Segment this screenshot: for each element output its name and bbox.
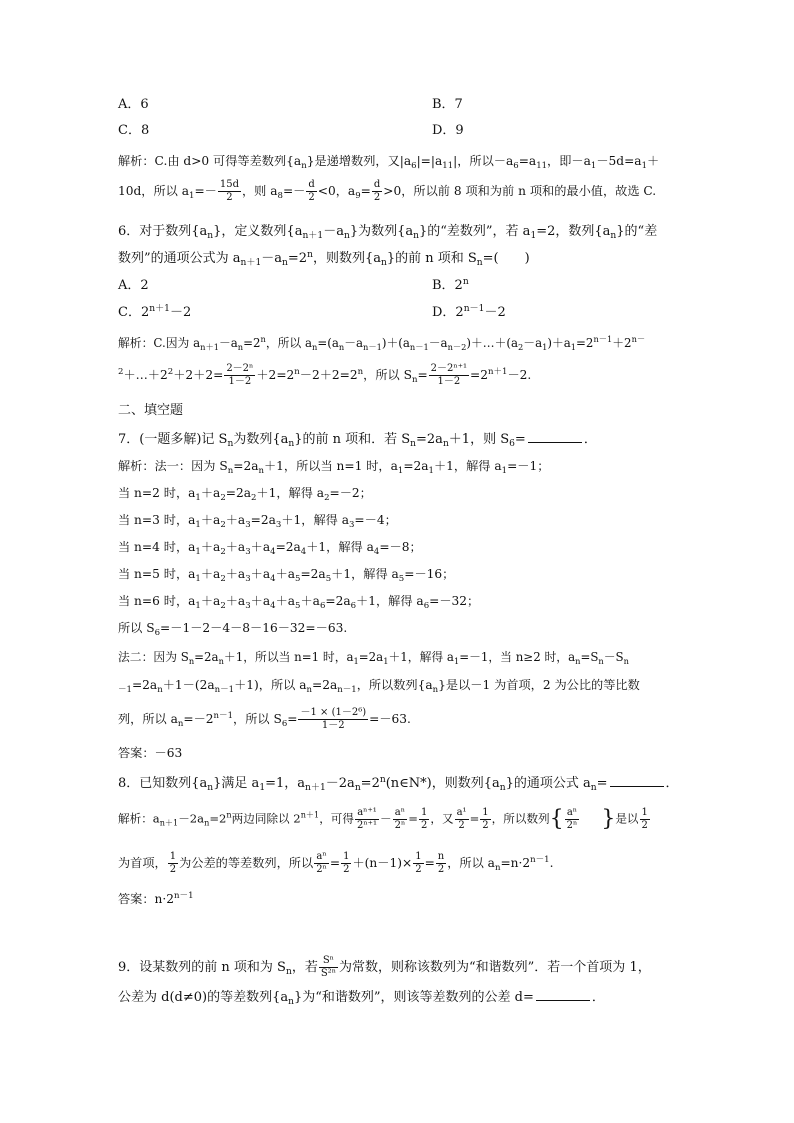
q8-solution-line2: 为首项， $\frac{1}{2}$ 为公差的等差数列，所以 $\frac{\text{aⁿ}}{\text{2ⁿ}}$ = $\frac{1}{2}$ ＋(n－1)× $\frac{1}{2}$ = $\frac{n}{2}$ ，所以 $a_n=n\cdot 2^{n-1}$.: [118, 851, 554, 875]
q7-method2-line2: $_{-1}=2a_n+1-(2a_{n-1}+1)$，所以 $a_n=2a_{n-1}$，所以数列$\{a_n\}$是以－1 为首项，2 为公比的等比数: [118, 678, 640, 695]
q6-stem-line1: 6．对于数列$\{a_n\}$，定义数列$\{a_{n+1}-a_n\}$为数列$\{a_n\}$的“差数列”，若 $a_1=2$，数列$\{a_n\}$的“差: [118, 224, 658, 241]
q7-case-n4: 当 n=4 时，$a_1+a_2+a_3+a_4=2a_4+1$，解得 $a_4=-8$；: [118, 540, 422, 557]
fraction: $\frac{1}{2}$: [482, 807, 489, 831]
fraction: $\frac{\text{aⁿ}}{\text{2ⁿ}}$: [316, 851, 327, 875]
q7-case-n3: 当 n=3 时，$a_1+a_2+a_3=2a_3+1$，解得 $a_3=-4$；: [118, 513, 397, 530]
fraction: $\frac{\text{2－2ⁿ⁺¹}}{1-2}$: [430, 363, 468, 387]
q6-option-d: D．$2^{n-1}-2$: [432, 304, 506, 320]
q7-case-n5: 当 n=5 时，$a_1+a_2+a_3+a_4+a_5=2a_5+1$，解得 $a_5=-16$；: [118, 567, 455, 584]
fraction: $\frac{\text{－1 × (1－2⁶)}}{1-2}$: [300, 707, 367, 731]
section-heading-fill-in: 二、填空题: [118, 403, 184, 418]
q7-case-n6: 当 n=6 时，$a_1+a_2+a_3+a_4+a_5+a_6=2a_6+1$，解得 $a_6=-32$；: [118, 594, 480, 611]
q6-option-b: B．2$^n$: [432, 277, 469, 293]
q8-answer: 答案：$n\cdot 2^{n-1}$: [118, 891, 194, 906]
fraction: $\frac{1}{2}$: [415, 851, 422, 875]
q6-stem-line2: 数列”的通项公式为 $a_{n+1}-a_n=2^n$，则数列$\{a_n\}$的前 n 项和 $S_n=$( ): [118, 250, 530, 268]
q6-option-c: C．$2^{n+1}-2$: [118, 304, 192, 320]
q5-option-b: B．7: [432, 97, 463, 112]
q6-option-a: A．2: [118, 278, 149, 293]
q6-solution-line1: 解析：C.因为 $a_{n+1}-a_n=2^n$，所以 $a_n=(a_n-a_{n-1})+(a_{n-1}-a_{n-2})+\dots+(a_2-a_1)+a_1=2^{n-1}+2^{n-}$: [118, 334, 646, 352]
q6-solution-line2: $^2+\dots+2^2+2+2=$ $\frac{\text{2－2ⁿ}}{1-2}$ $+2=2^n-2+2=2^n$，所以 $S_n=$ $\frac{\text{2－2ⁿ⁺¹}}{1-2}$ $=2^{n+1}-2$.: [118, 363, 532, 387]
fraction: $\frac{1}{2}$: [169, 851, 177, 875]
answer-blank[interactable]: [536, 988, 590, 1001]
q7-answer: 答案：－63: [118, 746, 183, 760]
fraction: $\frac{n}{2}$: [437, 851, 445, 875]
fraction: $\frac{\text{aⁿ}}{\text{2ⁿ}}$: [566, 807, 578, 831]
q5-solution-line2: 10d，所以 $a_1=-$ $\frac{15d}{2}$ ，则 $a_8=-$ $\frac{d}{2}$ <0，$a_9=$ $\frac{d}{2}$ >0，所以前 8 项和为前 n 项和的最小值，故选 C.: [118, 179, 657, 203]
fraction: $\frac{\text{aⁿ}}{\text{2ⁿ}}$: [394, 807, 406, 831]
q5-option-c: C．8: [118, 123, 150, 138]
fraction: $\frac{\text{a¹}}{2}$: [456, 807, 467, 831]
fraction: $\frac{1}{2}$: [421, 807, 428, 831]
q5-option-d: D．9: [432, 123, 464, 138]
q7-s6-result: 所以 $S_6=-1-2-4-8-16-32=-63$.: [118, 621, 348, 638]
q7-method1-line1: 解析：法一：因为 $S_n=2a_n+1$，所以当 n=1 时，$a_1=2a_1+1$，解得 $a_1=-1$；: [118, 459, 550, 476]
q8-solution-line1: 解析：$a_{n+1}-2a_n=2^n$两边同除以 $2^{n+1}$，可得 $\frac{\text{aⁿ⁺¹}}{\text{2ⁿ⁺¹}}$ － $\frac{\text{aⁿ}}{\text{2ⁿ}}$ = $\frac{1}{2}$ ，又 $\frac{\text{a¹}}{2}$ = $\frac{1}{2}$ ，所以数列{ $\frac{\text{aⁿ}}{\text{2ⁿ}}$ }是以 $\frac{1}{2}$: [118, 806, 648, 832]
right-brace: }: [580, 806, 616, 832]
fraction: $\frac{1}{2}$: [641, 807, 648, 831]
q7-case-n2: 当 n=2 时，$a_1+a_2=2a_2+1$，解得 $a_2=-2$；: [118, 486, 372, 503]
left-brace: {: [549, 806, 564, 832]
q8-stem: 8．已知数列$\{a_n\}$满足 $a_1=1$，$a_{n+1}-2a_n=2^n(n\in N*)$，则数列$\{a_n\}$的通项公式 $a_n=$ ．: [118, 775, 679, 793]
fraction: $\frac{15d}{2}$: [219, 179, 239, 203]
fraction: $\frac{\text{Sⁿ}}{\text{S²ⁿ}}$: [320, 955, 337, 979]
answer-blank[interactable]: [528, 430, 582, 443]
q5-solution-line1: 解析：C.由 d>0 可得等差数列$\{a_n\}$是递增数列，又$|a_6|=|a_{11}|$，所以$-a_6=a_{11}$，即$-a_1-5d=a_1+$: [118, 154, 660, 171]
fraction: $\frac{\text{aⁿ⁺¹}}{\text{2ⁿ⁺¹}}$: [356, 807, 377, 831]
fraction: $\frac{1}{2}$: [343, 851, 350, 875]
q7-method2-line3: 列，所以 $a_n=-2^{n-1}$，所以 $S_6=$ $\frac{\text{－1 × (1－2⁶)}}{1-2}$ =－63.: [118, 707, 411, 731]
fraction: $\frac{d}{2}$: [373, 179, 381, 203]
q7-stem: 7．(一题多解)记 $S_n$为数列$\{a_n\}$的前 n 项和．若 $S_n=2a_n+1$，则 $S_6=$ ．: [118, 432, 597, 449]
q7-method2-line1: 法二：因为 $S_n=2a_n+1$，所以当 n=1 时，$a_1=2a_1+1$，解得 $a_1=-1$，当 n≥2 时，$a_n=S_n-S_n$: [118, 650, 629, 666]
q5-option-a: A．6: [118, 97, 149, 112]
fraction: $\frac{\text{2－2ⁿ}}{1-2}$: [226, 363, 254, 387]
fraction: $\frac{d}{2}$: [308, 179, 315, 203]
q9-stem-line1: 9．设某数列的前 n 项和为 $S_n$，若 $\frac{\text{Sⁿ}}{\text{S²ⁿ}}$ 为常数，则称该数列为“和谐数列”．若一个首项为 1，: [118, 955, 651, 979]
answer-blank[interactable]: [610, 774, 664, 787]
q9-stem-line2: 公差为 d(d≠0)的等差数列$\{a_n\}$为“和谐数列”，则该等差数列的公差 d= ．: [118, 990, 605, 1007]
